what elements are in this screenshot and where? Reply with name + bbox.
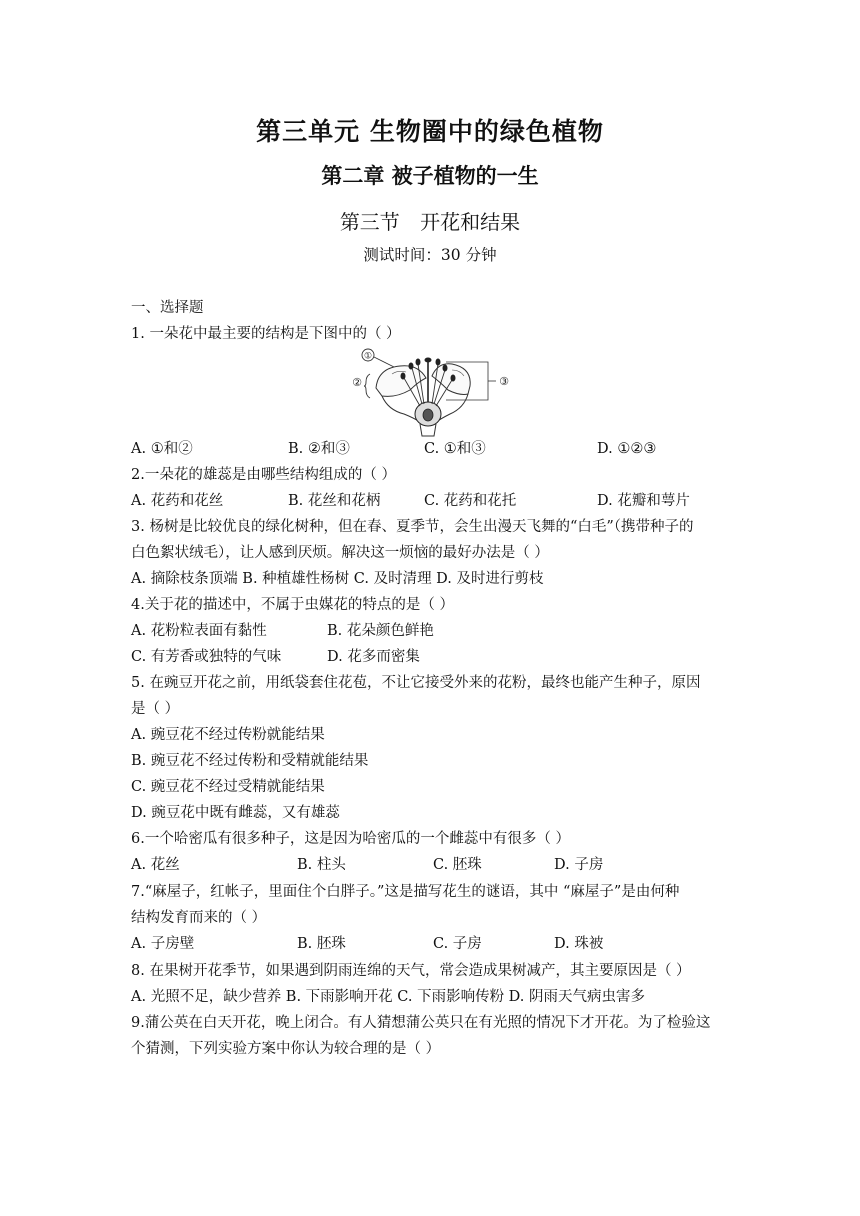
q4-option-c: C. 有芳香或独特的气味: [131, 649, 282, 665]
q1-option-a: A. ①和②: [131, 441, 193, 457]
question-9-text-line-2: 个猜测，下列实验方案中你认为较合理的是（ ）: [131, 1041, 441, 1057]
question-8-text: 8. 在果树开花季节，如果遇到阴雨连绵的天气，常会造成果树减产，其主要原因是（ ）: [131, 963, 691, 979]
q2-option-b: B. 花丝和花柄: [288, 493, 381, 509]
label-2-brace: [364, 374, 370, 398]
q1-option-d: D. ①②③: [597, 441, 657, 457]
label-1: ①: [363, 351, 373, 362]
q4-option-b: B. 花朵颜色鲜艳: [327, 623, 434, 639]
q2-option-a: A. 花药和花丝: [131, 493, 224, 509]
question-2-text: 2.一朵花的雄蕊是由哪些结构组成的（ ）: [131, 467, 396, 483]
q6-option-d: D. 子房: [554, 857, 604, 873]
q6-option-a: A. 花丝: [131, 857, 180, 873]
q4-option-d: D. 花多而密集: [327, 649, 420, 665]
question-3-text-line-2: 白色絮状绒毛），让人感到厌烦。解决这一烦恼的最好办法是（ ）: [131, 545, 549, 561]
q2-option-c: C. 花药和花托: [424, 493, 517, 509]
q5-option-a: A. 豌豆花不经过传粉就能结果: [131, 727, 325, 743]
question-4-text: 4.关于花的描述中，不属于虫媒花的特点的是（ ）: [131, 597, 454, 613]
test-time: 测试时间：30 分钟: [363, 246, 497, 264]
q2-option-d: D. 花瓣和萼片: [597, 493, 690, 509]
label-2: ②: [352, 376, 362, 389]
flower-diagram: [348, 348, 518, 438]
stigma: [425, 358, 432, 363]
q1-option-b: B. ②和③: [288, 441, 350, 457]
sepal-left: [382, 396, 420, 422]
label-3: ③: [499, 375, 509, 388]
question-3-text-line-1: 3. 杨树是比较优良的绿化树种，但在春、夏季节，会生出漫天飞舞的“白毛”（携带种子的: [131, 519, 694, 535]
q5-option-c: C. 豌豆花不经过受精就能结果: [131, 779, 325, 795]
q6-option-b: B. 柱头: [297, 857, 346, 873]
q3-options: A. 摘除枝条顶端 B. 种植雄性杨树 C. 及时清理 D. 及时进行剪枝: [131, 571, 544, 587]
section-label: 一、选择题: [131, 300, 204, 316]
q7-option-d: D. 珠被: [554, 936, 604, 952]
question-6-text: 6.一个哈密瓜有很多种子，这是因为哈密瓜的一个雌蕊中有很多（ ）: [131, 831, 570, 847]
q5-option-b: B. 豌豆花不经过传粉和受精就能结果: [131, 753, 369, 769]
q5-option-d: D. 豌豆花中既有雌蕊，又有雄蕊: [131, 805, 340, 821]
q4-option-a: A. 花粉粒表面有黏性: [131, 623, 267, 639]
question-7-text-line-2: 结构发育而来的（ ）: [131, 910, 267, 926]
q7-option-c: C. 子房: [433, 936, 482, 952]
ovule: [423, 409, 433, 421]
section-title: 第三节 开花和结果: [339, 210, 521, 234]
question-5-text-line-2: 是（ ）: [131, 701, 180, 717]
q8-options: A. 光照不足，缺少营养 B. 下雨影响开花 C. 下雨影响传粉 D. 阴雨天气病虫害多: [131, 989, 646, 1005]
q7-option-a: A. 子房壁: [131, 936, 195, 952]
question-1-text: 1. 一朵花中最主要的结构是下图中的（ ）: [131, 326, 401, 342]
chapter-title: 第二章 被子植物的一生: [321, 164, 539, 188]
question-7-text-line-1: 7.“麻屋子，红帐子，里面住个白胖子。”这是描写花生的谜语，其中 “麻屋子”是由何种: [131, 884, 680, 900]
q1-option-c: C. ①和③: [424, 441, 486, 457]
q6-option-c: C. 胚珠: [433, 857, 482, 873]
question-9-text-line-1: 9.蒲公英在白天开花，晚上闭合。有人猜想蒲公英只在有光照的情况下才开花。为了检验这: [131, 1015, 711, 1031]
unit-title: 第三单元 生物圈中的绿色植物: [256, 117, 604, 146]
q7-option-b: B. 胚珠: [297, 936, 346, 952]
question-5-text-line-1: 5. 在豌豆开花之前，用纸袋套住花苞，不让它接受外来的花粉，最终也能产生种子，原因: [131, 675, 701, 691]
